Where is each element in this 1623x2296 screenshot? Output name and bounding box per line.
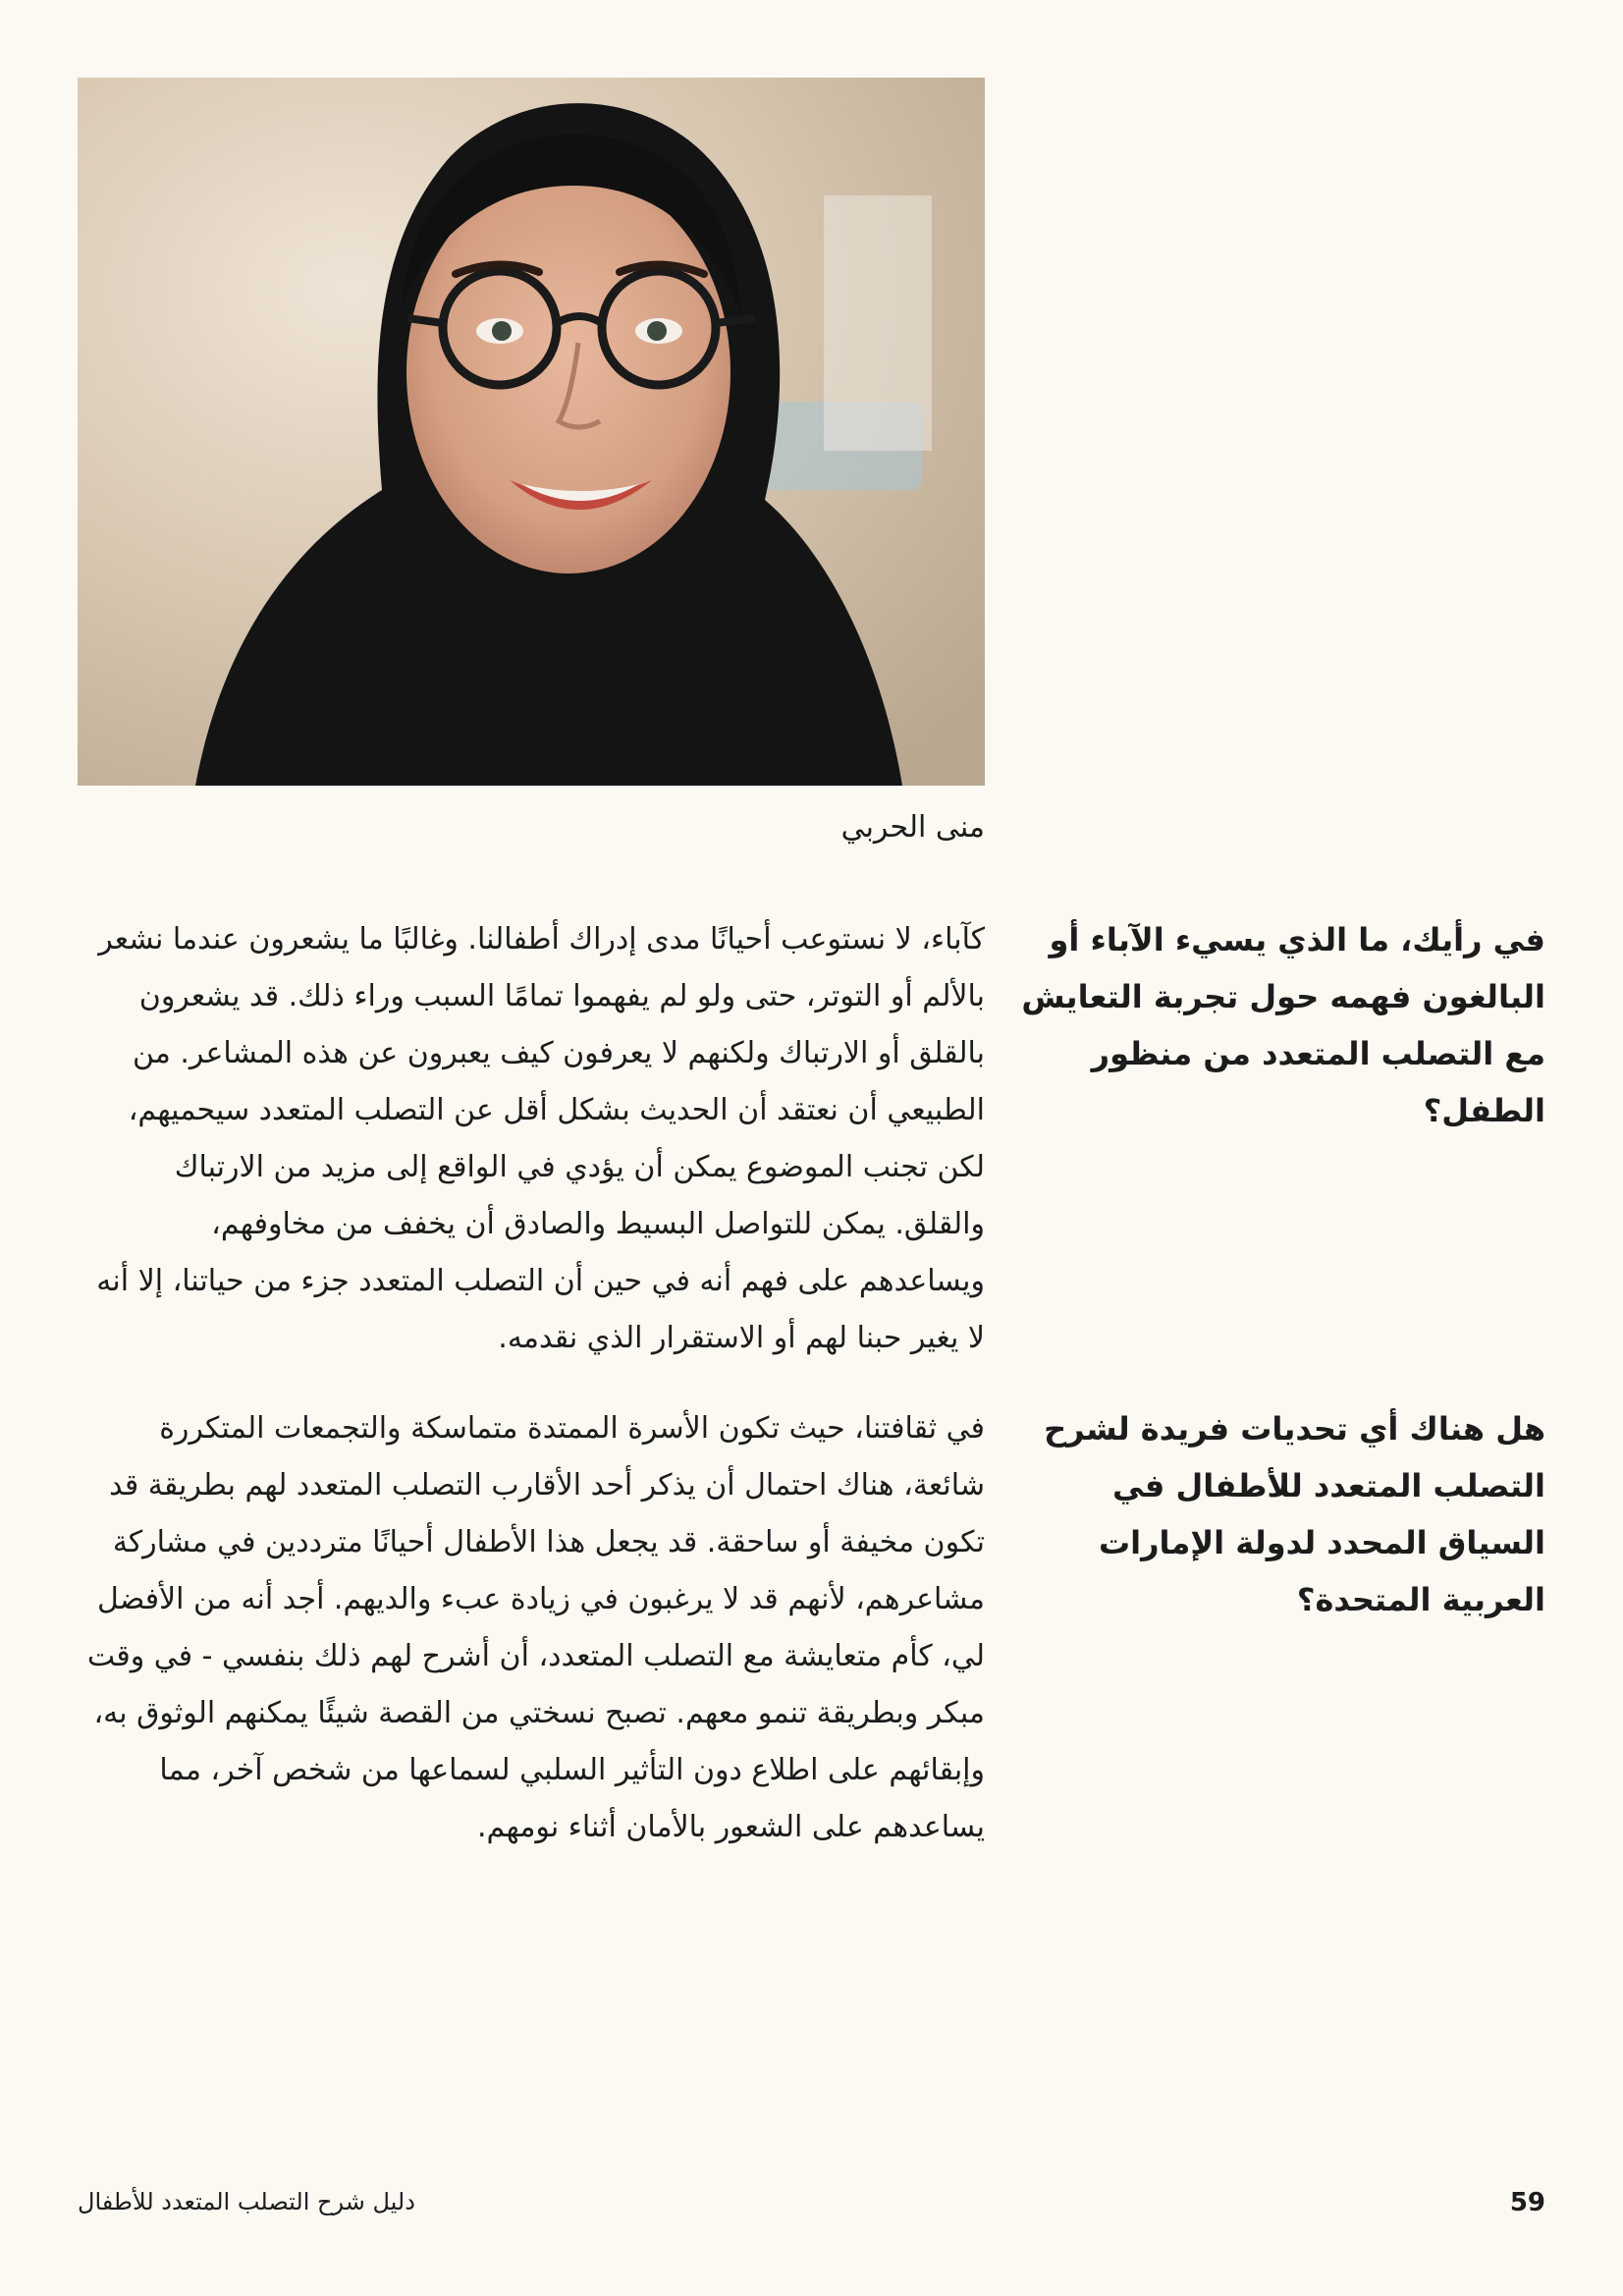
answer-2: في ثقافتنا، حيث تكون الأسرة الممتدة متماسكة والتجمعات المتكررة شائعة، هناك احتمال أن يذكر أحد الأقارب التصلب المتعدد لهم بطريقة قد تكون مخيفة أو ساحقة. قد يجعل هذا الأطفال أحيانًا مترددين في مشاركة مشاعرهم، لأنهم قد لا يرغبون في زيادة عبء والديهم. أجد أنه من الأفضل لي، كأم متعايشة مع التصلب المتعدد، أن أشرح لهم ذلك بنفسي - في وقت مبكر وبطريقة تنمو معهم. تصبح نسختي من القصة شيئًا يمكنهم الوثوق به، وإبقائهم على اطلاع دون التأثير السلبي لسماعها من شخص آخر، مما يساعدهم على الشعور بالأمان أثناء نومهم. [86, 1411, 985, 1844]
photo-caption: منى الحربي [840, 810, 985, 845]
question-1: في رأيك، ما الذي يسيء الآباء أو البالغون فهمه حول تجربة التعايش مع التصلب المتعدد من منظور الطفل؟ [1021, 921, 1545, 1129]
portrait-illustration [78, 78, 985, 786]
footer-title: دليل شرح التصلب المتعدد للأطفال [78, 2188, 415, 2215]
page-number: 59 [1509, 2188, 1545, 2217]
question-2: هل هناك أي تحديات فريدة لشرح التصلب المتعدد للأطفال في السياق المحدد لدولة الإمارات العربية المتحدة؟ [1044, 1410, 1545, 1618]
answer-1: كآباء، لا نستوعب أحيانًا مدى إدراك أطفالنا. وغالبًا ما يشعرون عندما نشعر بالألم أو التوتر، حتى ولو لم يفهموا تمامًا السبب وراء ذلك. قد يشعرون بالقلق أو الارتباك ولكنهم لا يعرفون كيف يعبرون عن هذه المشاعر. من الطبيعي أن نعتقد أن الحديث بشكل أقل عن التصلب المتعدد سيحميهم، لكن تجنب الموضوع يمكن أن يؤدي في الواقع إلى مزيد من الارتباك والقلق. يمكن للتواصل البسيط والصادق أن يخفف من مخاوفهم، ويساعدهم على فهم أنه في حين أن التصلب المتعدد جزء من حياتنا، إلا أنه لا يغير حبنا لهم أو الاستقرار الذي نقدمه. [96, 922, 985, 1355]
portrait-photo [78, 78, 985, 786]
